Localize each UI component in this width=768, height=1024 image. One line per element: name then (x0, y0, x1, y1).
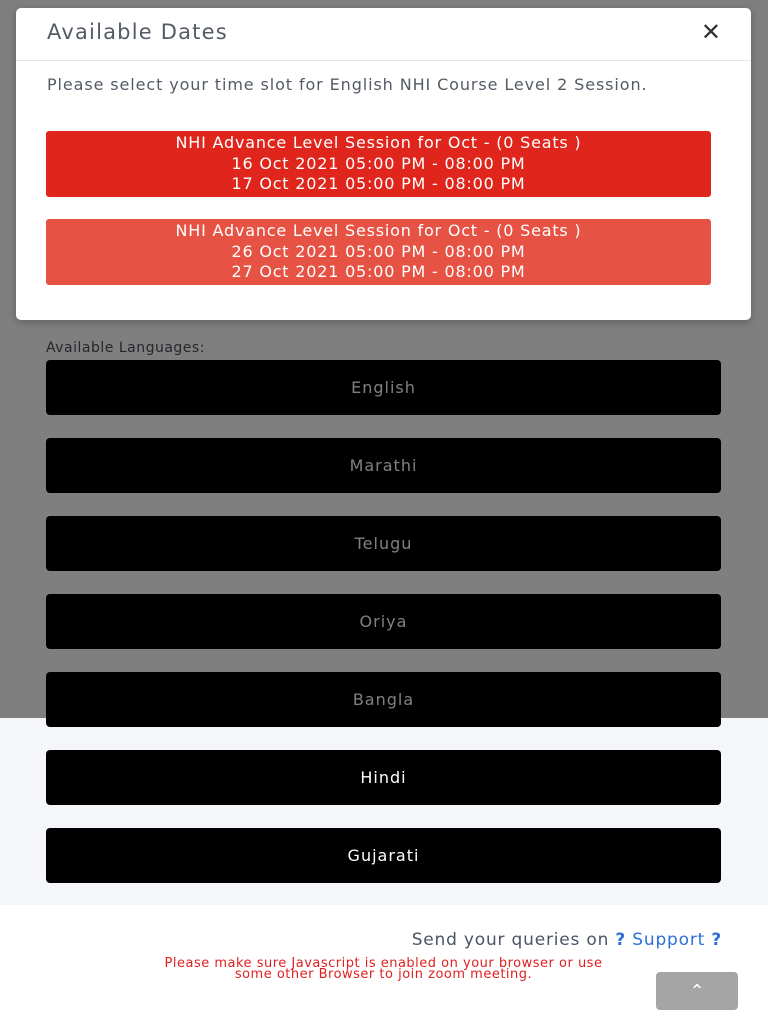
modal-title: Available Dates (47, 20, 228, 44)
slot-title: NHI Advance Level Session for Oct - (0 Seats ) (175, 133, 582, 152)
slot-date-line: 17 Oct 2021 05:00 PM - 08:00 PM (231, 174, 526, 193)
slot-date-line: 27 Oct 2021 05:00 PM - 08:00 PM (231, 262, 526, 281)
slot-title: NHI Advance Level Session for Oct - (0 Seats ) (175, 221, 582, 240)
time-slot-button[interactable] (46, 131, 711, 197)
support-query-text: Send your queries on (411, 930, 610, 950)
support-link[interactable]: Support (632, 930, 706, 950)
time-slot-button[interactable] (46, 219, 711, 285)
modal-description: Please select your time slot for English NHI Course Level 2 Session. (47, 75, 648, 94)
javascript-warning-line2: some other Browser to join zoom meeting. (234, 967, 533, 982)
chevron-up-icon: ⌃ (689, 980, 705, 1002)
language-button-gujarati[interactable]: Gujarati (46, 828, 721, 883)
modal-header (16, 8, 751, 61)
javascript-warning (46, 958, 721, 980)
scroll-top-button[interactable] (656, 972, 738, 1010)
slot-date-line: 26 Oct 2021 05:00 PM - 08:00 PM (231, 241, 526, 261)
slot-date-line: 16 Oct 2021 05:00 PM - 08:00 PM (231, 153, 526, 173)
javascript-warning-line1: Please make sure Javascript is enabled on your browser or use (164, 956, 603, 971)
question-icon: ? (615, 930, 627, 950)
language-button-hindi[interactable]: Hindi (46, 750, 721, 805)
question-icon: ? (711, 930, 722, 950)
available-dates-modal (16, 8, 751, 320)
support-query-line (412, 930, 722, 950)
close-icon[interactable]: ✕ (700, 18, 721, 46)
